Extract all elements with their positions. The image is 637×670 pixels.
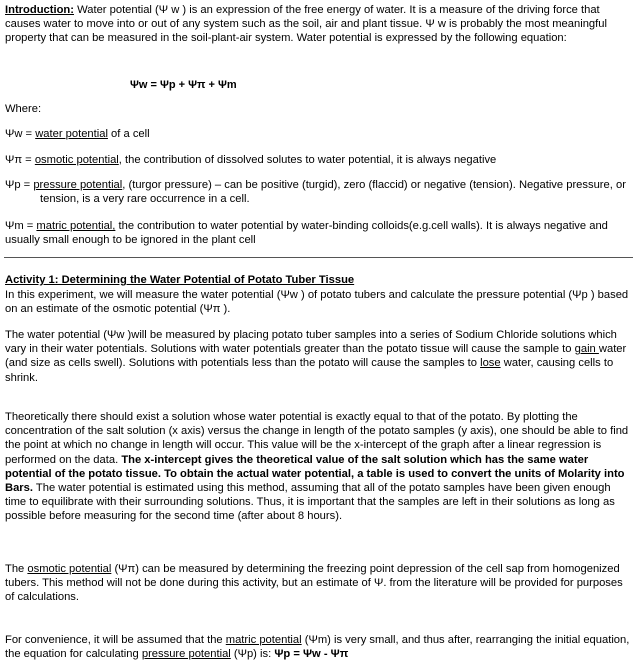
def-desc: , the contribution of dissolved solutes to water potential, it is always negative [118,154,497,166]
intro-heading: Introduction: [5,4,74,16]
text-run: (Ψπ) can be measured by determining the freezing point depression of the cell sap from homogenized tubers. This method will not be done during this activity, but an estimate of Ψ. from the literature will be provided for purposes of calculations. [5,563,623,604]
def-symbol: Ψw = [5,128,36,140]
osmotic-term: osmotic potential [27,563,112,575]
activity-method-paragraph [5,328,632,385]
activity-theory-paragraph [5,410,632,524]
activity-convenience-paragraph [5,633,632,661]
intro-paragraph [5,3,632,46]
def-term: pressure potential [33,179,123,191]
text-run: (Ψp) is: [230,648,275,661]
activity-intro-paragraph: In this experiment, we will measure the water potential (Ψw ) of potato tubers and calculate the pressure potential (Ψp ) based on an estimate of the osmotic potential (Ψπ ). [5,289,629,316]
gain-term: gain [574,343,599,356]
def-desc: of a cell [107,128,150,140]
text-run: water (and size as cells swell). Solutions with potentials less than the potato will cause the samples to [5,343,627,370]
def-matric-potential [5,219,632,247]
def-osmotic-potential [5,153,632,167]
where-label: Where: [5,103,42,115]
pressure-term: pressure potential [141,648,231,661]
def-term: osmotic potential [34,154,119,166]
text-run: water, causing cells to shrink. [5,357,614,384]
section-divider [4,257,633,258]
text-run: Theoretically there should exist a solution whose water potential is exactly equal to that of the potato. By plotting the concentration of the salt solution (x axis) versus the change in length of the potato samples (y axis), one should be able to find the point at which no change in length will occur. This value will be the x-intercept of the graph after a linear regression is performed on the data. [5,411,629,466]
def-desc: the contribution to water potential by water-binding colloids(e.g.cell walls). It is always negative and usually small enough to be ignored in the plant cell [5,220,608,247]
text-run: The water potential is estimated using this method, assuming that all of the potato samples have been given enough time to equilibrate with their surrounding solutions. Thus, it is important that the samples are left in their solutions as long as possible before measuring for the second time (after about 8 hours). [5,482,615,523]
def-water-potential [5,127,632,141]
def-symbol: Ψp = [5,179,34,191]
matric-term: matric potential [225,634,302,646]
text-run: The water potential (Ψw )will be measured by placing potato tuber samples into a series of Sodium Chloride solutions which vary in their water potentials. Solutions with water potentials greater than the potato tissue will cause the sample to [5,329,617,356]
text-run: For convenience, it will be assumed that the [5,634,226,646]
def-term: matric potential, [36,220,116,232]
def-pressure-potential [5,178,637,206]
def-symbol: Ψm = [5,220,37,232]
activity-heading: Activity 1: Determining the Water Potential of Potato Tuber Tissue [5,274,355,286]
text-run: (Ψm) is very small, and thus after, rearranging the initial equation, the equation for calculating [5,634,630,661]
def-symbol: Ψπ = [5,154,35,166]
activity-osmotic-paragraph [5,562,632,605]
bold-run: The x-intercept gives the theoretical value of the salt solution which has the same water potential of the potato tissue. To obtain the actual water potential, a table is used to convert the units of Molarity into Bars. [5,453,625,495]
water-potential-equation: Ψw = Ψp + Ψπ + Ψm [130,79,237,91]
text-run: The [5,563,28,575]
def-term: water potential [35,128,108,140]
pressure-equation: Ψp = Ψw - Ψπ [274,648,349,661]
intro-text: Water potential (Ψ w ) is an expression of the free energy of water. It is a measure of the driving force that causes water to move into or out of any system such as the soil, air and plant tissue. Ψ w is probably the most meaningful property that can be measured in the soil-plant-air system. Water potential is expressed by the following equation: [5,4,607,45]
def-desc: , (turgor pressure) – can be positive (turgid), zero (flaccid) or negative (tension). Negative pressure, or tension, is a very rare occurrence in a cell. [40,179,626,206]
lose-term: lose [480,357,501,370]
